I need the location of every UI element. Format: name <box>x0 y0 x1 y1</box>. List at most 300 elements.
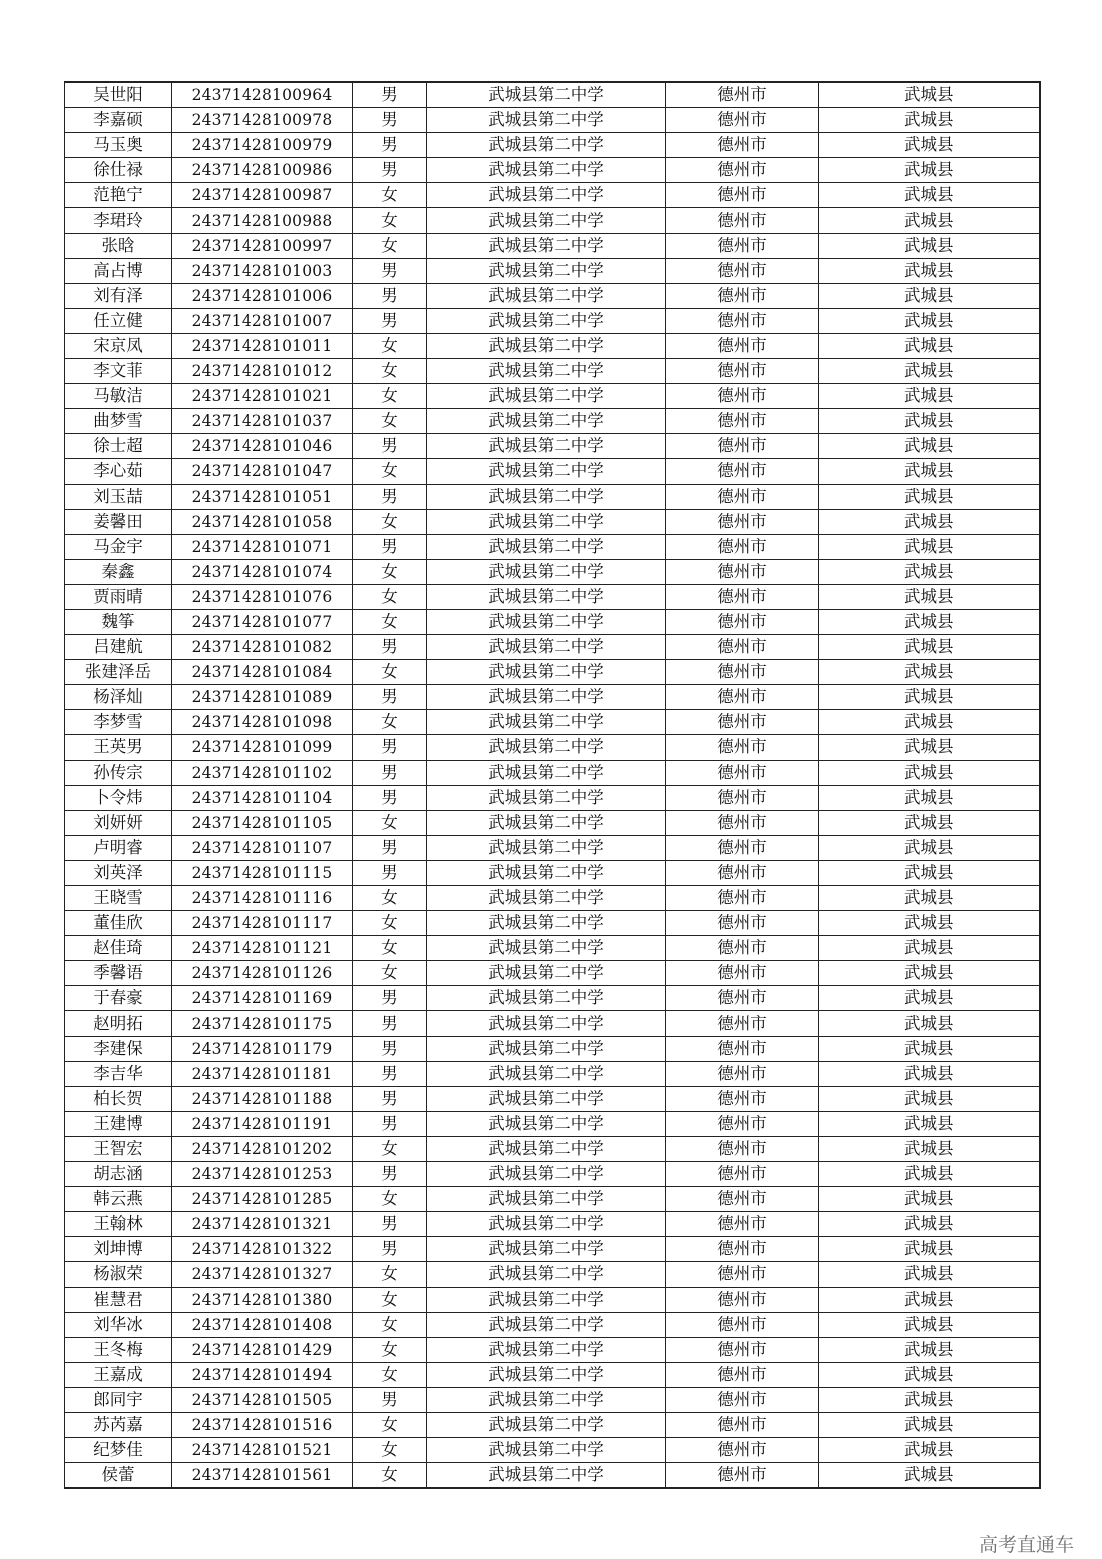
county-cell: 武城县 <box>819 1061 1040 1086</box>
table-row <box>65 233 1040 258</box>
student-name-cell: 徐仕禄 <box>65 158 172 183</box>
student-name-cell: 高占博 <box>65 258 172 283</box>
exam-number-cell: 24371428101098 <box>172 710 353 735</box>
city-cell: 德州市 <box>666 183 819 208</box>
school-cell: 武城县第二中学 <box>427 108 666 133</box>
city-cell: 德州市 <box>666 860 819 885</box>
gender-cell: 男 <box>353 158 427 183</box>
city-cell: 德州市 <box>666 961 819 986</box>
exam-number-cell: 24371428101202 <box>172 1136 353 1161</box>
student-name-cell: 贾雨晴 <box>65 584 172 609</box>
exam-number-cell: 24371428101494 <box>172 1362 353 1387</box>
city-cell: 德州市 <box>666 1162 819 1187</box>
exam-number-cell: 24371428101505 <box>172 1387 353 1412</box>
gender-cell: 女 <box>353 384 427 409</box>
student-name-cell: 王翰林 <box>65 1212 172 1237</box>
table-row <box>65 886 1040 911</box>
school-cell: 武城县第二中学 <box>427 1036 666 1061</box>
school-cell: 武城县第二中学 <box>427 1136 666 1161</box>
exam-number-cell: 24371428101006 <box>172 283 353 308</box>
county-cell: 武城县 <box>819 1262 1040 1287</box>
school-cell: 武城县第二中学 <box>427 785 666 810</box>
city-cell: 德州市 <box>666 509 819 534</box>
school-cell: 武城县第二中学 <box>427 484 666 509</box>
exam-number-cell: 24371428101327 <box>172 1262 353 1287</box>
city-cell: 德州市 <box>666 1086 819 1111</box>
gender-cell: 女 <box>353 1287 427 1312</box>
school-cell: 武城县第二中学 <box>427 735 666 760</box>
exam-number-cell: 24371428101099 <box>172 735 353 760</box>
city-cell: 德州市 <box>666 233 819 258</box>
student-name-cell: 吕建航 <box>65 635 172 660</box>
city-cell: 德州市 <box>666 258 819 283</box>
table-row <box>65 835 1040 860</box>
county-cell: 武城县 <box>819 1362 1040 1387</box>
table-row <box>65 760 1040 785</box>
gender-cell: 女 <box>353 810 427 835</box>
student-name-cell: 卜令炜 <box>65 785 172 810</box>
county-cell: 武城县 <box>819 710 1040 735</box>
school-cell: 武城县第二中学 <box>427 559 666 584</box>
student-name-cell: 刘妍妍 <box>65 810 172 835</box>
exam-number-cell: 24371428101126 <box>172 961 353 986</box>
county-cell: 武城县 <box>819 1438 1040 1463</box>
exam-number-cell: 24371428101521 <box>172 1438 353 1463</box>
exam-number-cell: 24371428100979 <box>172 133 353 158</box>
student-name-cell: 张建泽岳 <box>65 660 172 685</box>
county-cell: 武城县 <box>819 584 1040 609</box>
school-cell: 武城县第二中学 <box>427 82 666 108</box>
city-cell: 德州市 <box>666 1287 819 1312</box>
gender-cell: 男 <box>353 1111 427 1136</box>
city-cell: 德州市 <box>666 1412 819 1437</box>
gender-cell: 男 <box>353 534 427 559</box>
city-cell: 德州市 <box>666 1136 819 1161</box>
table-row <box>65 359 1040 384</box>
table-row <box>65 258 1040 283</box>
city-cell: 德州市 <box>666 685 819 710</box>
student-name-cell: 韩云燕 <box>65 1187 172 1212</box>
school-cell: 武城县第二中学 <box>427 1262 666 1287</box>
exam-number-cell: 24371428101076 <box>172 584 353 609</box>
student-name-cell: 卢明睿 <box>65 835 172 860</box>
city-cell: 德州市 <box>666 584 819 609</box>
student-name-cell: 王冬梅 <box>65 1337 172 1362</box>
exam-number-cell: 24371428101117 <box>172 911 353 936</box>
school-cell: 武城县第二中学 <box>427 635 666 660</box>
gender-cell: 女 <box>353 559 427 584</box>
table-row <box>65 308 1040 333</box>
county-cell: 武城县 <box>819 233 1040 258</box>
student-name-cell: 马金宇 <box>65 534 172 559</box>
student-name-cell: 李文菲 <box>65 359 172 384</box>
table-row <box>65 685 1040 710</box>
gender-cell: 女 <box>353 359 427 384</box>
gender-cell: 男 <box>353 835 427 860</box>
table-row <box>65 333 1040 358</box>
county-cell: 武城县 <box>819 559 1040 584</box>
exam-number-cell: 24371428101429 <box>172 1337 353 1362</box>
school-cell: 武城县第二中学 <box>427 685 666 710</box>
county-cell: 武城县 <box>819 1237 1040 1262</box>
city-cell: 德州市 <box>666 1011 819 1036</box>
table-row <box>65 936 1040 961</box>
city-cell: 德州市 <box>666 710 819 735</box>
county-cell: 武城县 <box>819 1162 1040 1187</box>
gender-cell: 女 <box>353 1463 427 1489</box>
county-cell: 武城县 <box>819 534 1040 559</box>
gender-cell: 男 <box>353 1162 427 1187</box>
student-name-cell: 李心茹 <box>65 459 172 484</box>
city-cell: 德州市 <box>666 409 819 434</box>
city-cell: 德州市 <box>666 810 819 835</box>
table-row <box>65 1287 1040 1312</box>
city-cell: 德州市 <box>666 534 819 559</box>
exam-number-cell: 24371428101021 <box>172 384 353 409</box>
exam-number-cell: 24371428101074 <box>172 559 353 584</box>
school-cell: 武城县第二中学 <box>427 459 666 484</box>
table-row <box>65 1262 1040 1287</box>
gender-cell: 男 <box>353 308 427 333</box>
exam-number-cell: 24371428101285 <box>172 1187 353 1212</box>
gender-cell: 女 <box>353 1412 427 1437</box>
city-cell: 德州市 <box>666 559 819 584</box>
table-row <box>65 961 1040 986</box>
county-cell: 武城县 <box>819 986 1040 1011</box>
city-cell: 德州市 <box>666 886 819 911</box>
student-name-cell: 赵佳琦 <box>65 936 172 961</box>
student-name-cell: 赵明拓 <box>65 1011 172 1036</box>
table-row <box>65 384 1040 409</box>
exam-number-cell: 24371428101181 <box>172 1061 353 1086</box>
county-cell: 武城县 <box>819 283 1040 308</box>
gender-cell: 男 <box>353 986 427 1011</box>
student-name-cell: 王嘉成 <box>65 1362 172 1387</box>
table-row <box>65 911 1040 936</box>
school-cell: 武城县第二中学 <box>427 333 666 358</box>
table-row <box>65 534 1040 559</box>
county-cell: 武城县 <box>819 333 1040 358</box>
student-name-cell: 季馨语 <box>65 961 172 986</box>
county-cell: 武城县 <box>819 860 1040 885</box>
county-cell: 武城县 <box>819 258 1040 283</box>
county-cell: 武城县 <box>819 635 1040 660</box>
school-cell: 武城县第二中学 <box>427 961 666 986</box>
exam-number-cell: 24371428101516 <box>172 1412 353 1437</box>
table-row <box>65 409 1040 434</box>
city-cell: 德州市 <box>666 133 819 158</box>
county-cell: 武城县 <box>819 1136 1040 1161</box>
gender-cell: 女 <box>353 409 427 434</box>
school-cell: 武城县第二中学 <box>427 911 666 936</box>
student-name-cell: 刘英泽 <box>65 860 172 885</box>
county-cell: 武城县 <box>819 359 1040 384</box>
school-cell: 武城县第二中学 <box>427 660 666 685</box>
exam-number-cell: 24371428101037 <box>172 409 353 434</box>
county-cell: 武城县 <box>819 660 1040 685</box>
exam-number-cell: 24371428100978 <box>172 108 353 133</box>
table-row <box>65 1011 1040 1036</box>
gender-cell: 男 <box>353 635 427 660</box>
exam-number-cell: 24371428101115 <box>172 860 353 885</box>
exam-number-cell: 24371428101169 <box>172 986 353 1011</box>
exam-number-cell: 24371428101321 <box>172 1212 353 1237</box>
student-roster-table <box>64 81 1041 1489</box>
student-name-cell: 李嘉硕 <box>65 108 172 133</box>
exam-number-cell: 24371428100964 <box>172 82 353 108</box>
school-cell: 武城县第二中学 <box>427 283 666 308</box>
student-name-cell: 王建博 <box>65 1111 172 1136</box>
school-cell: 武城县第二中学 <box>427 534 666 559</box>
county-cell: 武城县 <box>819 961 1040 986</box>
table-row <box>65 1212 1040 1237</box>
school-cell: 武城县第二中学 <box>427 1111 666 1136</box>
gender-cell: 女 <box>353 584 427 609</box>
city-cell: 德州市 <box>666 459 819 484</box>
school-cell: 武城县第二中学 <box>427 1463 666 1489</box>
exam-number-cell: 24371428101105 <box>172 810 353 835</box>
table-row <box>65 1086 1040 1111</box>
county-cell: 武城县 <box>819 409 1040 434</box>
student-name-cell: 胡志涵 <box>65 1162 172 1187</box>
gender-cell: 女 <box>353 1337 427 1362</box>
city-cell: 德州市 <box>666 384 819 409</box>
exam-number-cell: 24371428100986 <box>172 158 353 183</box>
gender-cell: 女 <box>353 1438 427 1463</box>
school-cell: 武城县第二中学 <box>427 208 666 233</box>
gender-cell: 女 <box>353 208 427 233</box>
table-row <box>65 82 1040 108</box>
student-name-cell: 李吉华 <box>65 1061 172 1086</box>
city-cell: 德州市 <box>666 660 819 685</box>
exam-number-cell: 24371428101107 <box>172 835 353 860</box>
exam-number-cell: 24371428101380 <box>172 1287 353 1312</box>
school-cell: 武城县第二中学 <box>427 810 666 835</box>
gender-cell: 女 <box>353 936 427 961</box>
exam-number-cell: 24371428101561 <box>172 1463 353 1489</box>
city-cell: 德州市 <box>666 283 819 308</box>
gender-cell: 女 <box>353 1312 427 1337</box>
student-name-cell: 杨泽灿 <box>65 685 172 710</box>
county-cell: 武城县 <box>819 1387 1040 1412</box>
city-cell: 德州市 <box>666 1111 819 1136</box>
city-cell: 德州市 <box>666 1362 819 1387</box>
county-cell: 武城县 <box>819 459 1040 484</box>
gender-cell: 女 <box>353 459 427 484</box>
student-name-cell: 孙传宗 <box>65 760 172 785</box>
gender-cell: 男 <box>353 108 427 133</box>
student-name-cell: 杨淑荣 <box>65 1262 172 1287</box>
county-cell: 武城县 <box>819 384 1040 409</box>
gender-cell: 男 <box>353 1387 427 1412</box>
gender-cell: 男 <box>353 484 427 509</box>
school-cell: 武城县第二中学 <box>427 1438 666 1463</box>
city-cell: 德州市 <box>666 1387 819 1412</box>
exam-number-cell: 24371428101116 <box>172 886 353 911</box>
county-cell: 武城县 <box>819 158 1040 183</box>
city-cell: 德州市 <box>666 1237 819 1262</box>
city-cell: 德州市 <box>666 911 819 936</box>
student-name-cell: 宋京凤 <box>65 333 172 358</box>
student-name-cell: 崔慧君 <box>65 1287 172 1312</box>
gender-cell: 女 <box>353 1362 427 1387</box>
school-cell: 武城县第二中学 <box>427 609 666 634</box>
exam-number-cell: 24371428101007 <box>172 308 353 333</box>
school-cell: 武城县第二中学 <box>427 760 666 785</box>
student-name-cell: 刘有泽 <box>65 283 172 308</box>
gender-cell: 男 <box>353 82 427 108</box>
school-cell: 武城县第二中学 <box>427 359 666 384</box>
gender-cell: 男 <box>353 760 427 785</box>
table-row <box>65 1162 1040 1187</box>
student-name-cell: 刘玉喆 <box>65 484 172 509</box>
school-cell: 武城县第二中学 <box>427 233 666 258</box>
exam-number-cell: 24371428101047 <box>172 459 353 484</box>
student-name-cell: 纪梦佳 <box>65 1438 172 1463</box>
city-cell: 德州市 <box>666 986 819 1011</box>
student-name-cell: 姜馨田 <box>65 509 172 534</box>
city-cell: 德州市 <box>666 308 819 333</box>
county-cell: 武城县 <box>819 82 1040 108</box>
student-name-cell: 苏芮嘉 <box>65 1412 172 1437</box>
city-cell: 德州市 <box>666 760 819 785</box>
table-row <box>65 860 1040 885</box>
table-row <box>65 635 1040 660</box>
school-cell: 武城县第二中学 <box>427 133 666 158</box>
student-name-cell: 王智宏 <box>65 1136 172 1161</box>
county-cell: 武城县 <box>819 1011 1040 1036</box>
city-cell: 德州市 <box>666 1312 819 1337</box>
county-cell: 武城县 <box>819 509 1040 534</box>
school-cell: 武城县第二中学 <box>427 936 666 961</box>
table-row <box>65 559 1040 584</box>
table-row <box>65 584 1040 609</box>
school-cell: 武城县第二中学 <box>427 835 666 860</box>
county-cell: 武城县 <box>819 1463 1040 1489</box>
gender-cell: 男 <box>353 1212 427 1237</box>
county-cell: 武城县 <box>819 685 1040 710</box>
county-cell: 武城县 <box>819 609 1040 634</box>
table-row <box>65 509 1040 534</box>
table-row <box>65 1237 1040 1262</box>
city-cell: 德州市 <box>666 484 819 509</box>
student-name-cell: 曲梦雪 <box>65 409 172 434</box>
exam-number-cell: 24371428100987 <box>172 183 353 208</box>
table-row <box>65 1387 1040 1412</box>
county-cell: 武城县 <box>819 1212 1040 1237</box>
city-cell: 德州市 <box>666 1187 819 1212</box>
gender-cell: 女 <box>353 1262 427 1287</box>
school-cell: 武城县第二中学 <box>427 1086 666 1111</box>
exam-number-cell: 24371428100988 <box>172 208 353 233</box>
exam-number-cell: 24371428101408 <box>172 1312 353 1337</box>
gender-cell: 男 <box>353 860 427 885</box>
school-cell: 武城县第二中学 <box>427 1287 666 1312</box>
county-cell: 武城县 <box>819 760 1040 785</box>
student-name-cell: 李梦雪 <box>65 710 172 735</box>
city-cell: 德州市 <box>666 1212 819 1237</box>
city-cell: 德州市 <box>666 333 819 358</box>
student-name-cell: 于春豪 <box>65 986 172 1011</box>
table-row <box>65 660 1040 685</box>
exam-number-cell: 24371428101012 <box>172 359 353 384</box>
gender-cell: 女 <box>353 660 427 685</box>
table-row <box>65 459 1040 484</box>
school-cell: 武城县第二中学 <box>427 1061 666 1086</box>
school-cell: 武城县第二中学 <box>427 986 666 1011</box>
city-cell: 德州市 <box>666 835 819 860</box>
table-row <box>65 1136 1040 1161</box>
school-cell: 武城县第二中学 <box>427 860 666 885</box>
gender-cell: 女 <box>353 609 427 634</box>
city-cell: 德州市 <box>666 434 819 459</box>
exam-number-cell: 24371428101322 <box>172 1237 353 1262</box>
county-cell: 武城县 <box>819 434 1040 459</box>
gender-cell: 男 <box>353 434 427 459</box>
student-name-cell: 张晗 <box>65 233 172 258</box>
table-row <box>65 1438 1040 1463</box>
school-cell: 武城县第二中学 <box>427 1412 666 1437</box>
exam-number-cell: 24371428101046 <box>172 434 353 459</box>
student-name-cell: 范艳宁 <box>65 183 172 208</box>
city-cell: 德州市 <box>666 1061 819 1086</box>
county-cell: 武城县 <box>819 886 1040 911</box>
student-name-cell: 柏长贺 <box>65 1086 172 1111</box>
gender-cell: 男 <box>353 1086 427 1111</box>
school-cell: 武城县第二中学 <box>427 258 666 283</box>
school-cell: 武城县第二中学 <box>427 1187 666 1212</box>
table-row <box>65 1061 1040 1086</box>
gender-cell: 男 <box>353 735 427 760</box>
school-cell: 武城县第二中学 <box>427 183 666 208</box>
city-cell: 德州市 <box>666 108 819 133</box>
school-cell: 武城县第二中学 <box>427 434 666 459</box>
county-cell: 武城县 <box>819 484 1040 509</box>
table-row <box>65 133 1040 158</box>
school-cell: 武城县第二中学 <box>427 158 666 183</box>
city-cell: 德州市 <box>666 208 819 233</box>
student-name-cell: 魏筝 <box>65 609 172 634</box>
city-cell: 德州市 <box>666 735 819 760</box>
city-cell: 德州市 <box>666 1337 819 1362</box>
gender-cell: 女 <box>353 1187 427 1212</box>
exam-number-cell: 24371428101051 <box>172 484 353 509</box>
watermark-text: 高考直通车 <box>978 1534 1074 1556</box>
student-name-cell: 刘华冰 <box>65 1312 172 1337</box>
table-row <box>65 735 1040 760</box>
student-name-cell: 侯蕾 <box>65 1463 172 1489</box>
city-cell: 德州市 <box>666 635 819 660</box>
school-cell: 武城县第二中学 <box>427 1312 666 1337</box>
table-row <box>65 208 1040 233</box>
county-cell: 武城县 <box>819 810 1040 835</box>
county-cell: 武城县 <box>819 1337 1040 1362</box>
county-cell: 武城县 <box>819 785 1040 810</box>
student-name-cell: 秦鑫 <box>65 559 172 584</box>
table-row <box>65 810 1040 835</box>
gender-cell: 女 <box>353 886 427 911</box>
gender-cell: 女 <box>353 509 427 534</box>
county-cell: 武城县 <box>819 208 1040 233</box>
school-cell: 武城县第二中学 <box>427 1237 666 1262</box>
exam-number-cell: 24371428101175 <box>172 1011 353 1036</box>
gender-cell: 女 <box>353 911 427 936</box>
gender-cell: 女 <box>353 183 427 208</box>
county-cell: 武城县 <box>819 835 1040 860</box>
gender-cell: 男 <box>353 258 427 283</box>
exam-number-cell: 24371428101011 <box>172 333 353 358</box>
city-cell: 德州市 <box>666 359 819 384</box>
